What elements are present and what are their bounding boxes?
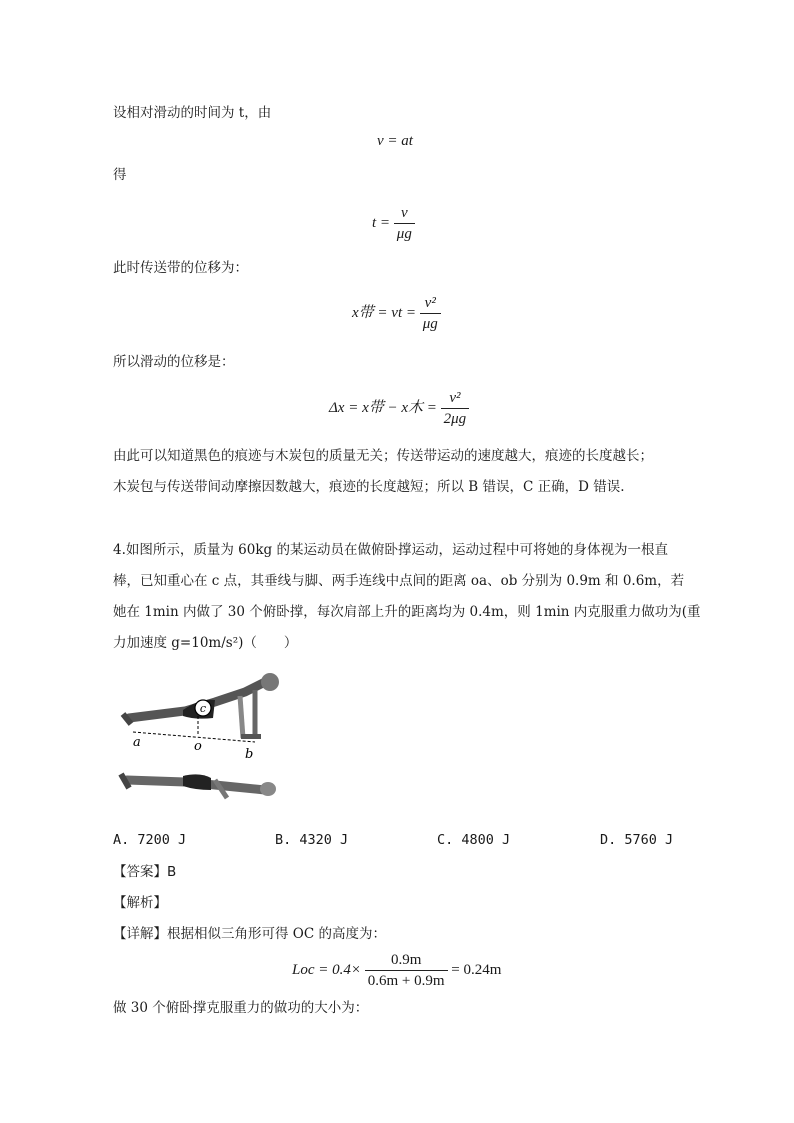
label-a: a bbox=[133, 735, 141, 750]
equation-delta-x bbox=[329, 388, 469, 429]
equation-lhs: x带 = vt = bbox=[352, 304, 416, 321]
pushup-figure bbox=[115, 668, 290, 808]
text-line: 木炭包与传送带间动摩擦因数越大，痕迹的长度越短；所以 B 错误，C 正确，D 错误. bbox=[113, 479, 625, 495]
equation-lhs: Loc = 0.4× bbox=[292, 961, 361, 978]
fraction bbox=[420, 293, 441, 334]
equation-loc bbox=[292, 950, 501, 991]
question-line: 她在 1min 内做了 30 个俯卧撑，每次肩部上升的距离均为 0.4m，则 1min 内克服重力做功为(重 bbox=[113, 604, 701, 620]
fraction bbox=[441, 388, 470, 429]
fraction-numerator: v² bbox=[441, 388, 470, 409]
question-line: 力加速度 g=10m/s²)（ ） bbox=[113, 635, 298, 651]
equation-lhs: t = bbox=[372, 214, 391, 231]
text-line: 做 30 个俯卧撑克服重力的做功的大小为： bbox=[113, 1000, 369, 1016]
text-line: 所以滑动的位移是： bbox=[113, 354, 235, 370]
label-o: o bbox=[194, 739, 202, 754]
text-line: 此时传送带的位移为： bbox=[113, 260, 248, 276]
option-c: C. 4800 J bbox=[437, 832, 511, 848]
equation-lhs: Δx = x带 − x木 = bbox=[329, 399, 437, 416]
fraction-numerator: 0.9m bbox=[365, 950, 448, 971]
question-line: 棒，已知重心在 c 点，其垂线与脚、两手连线中点间的距离 oa、ob 分别为 0.9m 和 0.6m，若 bbox=[113, 573, 685, 589]
fraction-denominator: μg bbox=[396, 226, 412, 242]
text-line: 由此可以知道黑色的痕迹与木炭包的质量无关；传送带运动的速度越大，痕迹的长度越长； bbox=[113, 448, 653, 464]
option-a: A. 7200 J bbox=[113, 832, 187, 848]
equation-t bbox=[372, 203, 415, 244]
fraction-denominator: μg bbox=[422, 316, 438, 332]
analysis-heading: 【解析】 bbox=[113, 895, 167, 911]
detail-line bbox=[113, 924, 386, 944]
equation-x-belt bbox=[352, 293, 441, 334]
answer-line: 【答案】B bbox=[113, 864, 177, 880]
equation-v-at: v = at bbox=[377, 133, 413, 149]
equation-rhs: = 0.24m bbox=[451, 961, 502, 978]
fraction bbox=[365, 950, 448, 991]
fraction-numerator: v bbox=[394, 203, 415, 224]
text-line: 设相对滑动的时间为 t，由 bbox=[113, 105, 272, 121]
detail-text: 根据相似三角形可得 OC 的高度为： bbox=[167, 926, 386, 942]
detail-tag: 【详解】 bbox=[113, 926, 167, 942]
label-c: c bbox=[199, 702, 207, 715]
text-line: 得 bbox=[113, 167, 127, 183]
question-line: 4.如图所示，质量为 60kg 的某运动员在做俯卧撑运动，运动过程中可将她的身体视为一根直 bbox=[113, 542, 668, 558]
label-b: b bbox=[245, 747, 254, 762]
athlete-down-illustration bbox=[121, 774, 276, 798]
fraction-numerator: v² bbox=[420, 293, 441, 314]
fraction-denominator: 2μg bbox=[443, 411, 467, 427]
fraction-denominator: 0.6m + 0.9m bbox=[367, 973, 445, 989]
option-d: D. 5760 J bbox=[600, 832, 674, 848]
fraction bbox=[394, 203, 415, 244]
option-b: B. 4320 J bbox=[275, 832, 349, 848]
